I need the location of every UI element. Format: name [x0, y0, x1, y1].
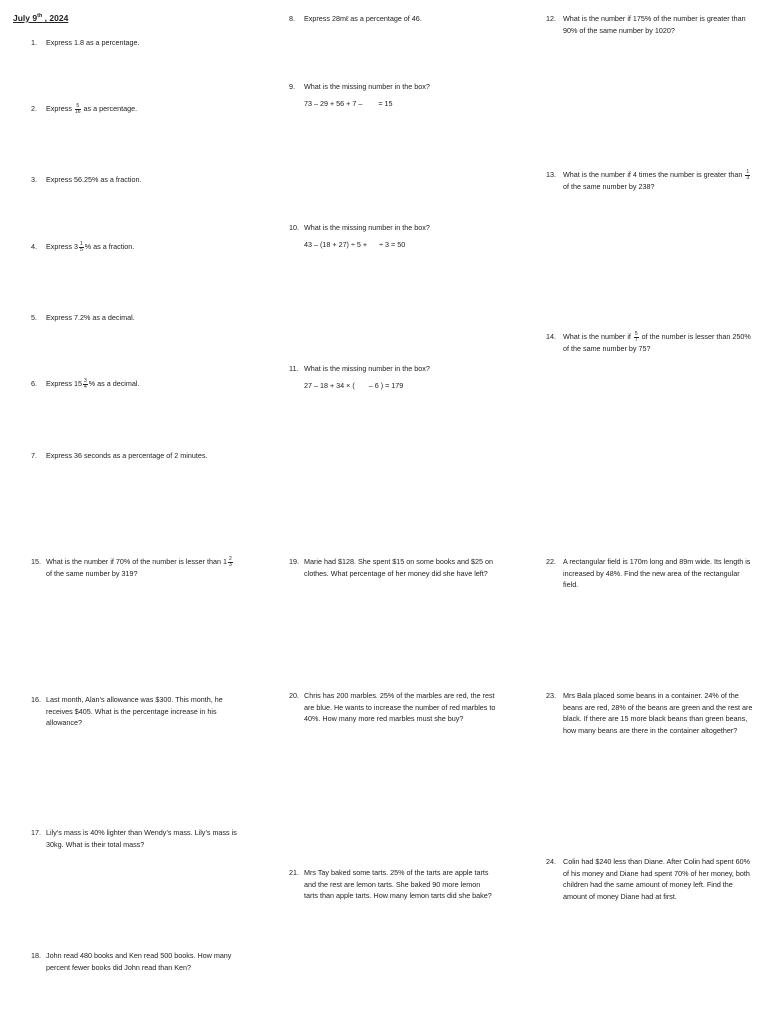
question-13: 13. What is the number if 4 times the number is greater than $\frac{1}{3}$ of the same number by 238?	[546, 168, 750, 191]
question-20: 20. Chris has 200 marbles. 25% of the marbles are red, the rest are blue. He wants to increase the number of red marbles to 40%. How many more red marbles must she buy?	[289, 691, 496, 723]
question-1: 1. Express 1.8 as a percentage.	[31, 38, 140, 47]
worksheet-date: July 9th , 2024	[13, 13, 69, 23]
question-16: 16. Last month, Alan’s allowance was $300. This month, he receives $405. What is the percentage increase in his allowance?	[31, 695, 223, 727]
question-19: 19. Marie had $128. She spent $15 on some books and $25 on clothes. What percentage of her money did she have left?	[289, 557, 494, 578]
question-12: 12. What is the number if 175% of the number is greater than 90% of the same number by 1020?	[546, 14, 746, 35]
question-2: 2. Express $\frac{5}{16}$ as a percentage.	[31, 102, 138, 115]
question-5: 5. Express 7.2% as a decimal.	[31, 313, 135, 322]
question-17: 17. Lily’s mass is 40% lighter than Wendy’s mass. Lily’s mass is 30kg. What is their total mass?	[31, 828, 237, 849]
question-3: 3. Express 56.25% as a fraction.	[31, 175, 142, 184]
question-10: 10. What is the missing number in the box? 43 – (18 + 27) ÷ 5 + ÷ 3 = 50	[289, 223, 430, 249]
question-14: 14. What is the number if $\frac{5}{7}$ of the number is lesser than 250% of the same number by 75?	[546, 330, 751, 353]
question-22: 22. A rectangular field is 170m long and 89m wide. Its length is increased by 48%. Find the new area of the rectangular field.	[546, 557, 751, 589]
question-9: 9. What is the missing number in the box? 73 – 29 + 56 + 7 – = 15	[289, 82, 430, 108]
question-21: 21. Mrs Tay baked some tarts. 25% of the tarts are apple tarts and the rest are lemon tarts. She baked 90 more lemon tarts than apple tarts. How many lemon tarts did she bake?	[289, 868, 492, 900]
question-8: 8. Express 28mℓ as a percentage of 46.	[289, 14, 422, 23]
question-11: 11. What is the missing number in the box? 27 – 18 + 34 × ( – 6 ) = 179	[289, 364, 430, 390]
question-23: 23. Mrs Bala placed some beans in a container. 24% of the beans are red, 28% of the beans are green and the rest are black. If there are 15 more black beans than green beans, how many beans are there in the container altogether?	[546, 691, 753, 735]
question-4: 4. Express 3 $\frac{1}{5}$ % as a fraction.	[31, 240, 135, 253]
question-18: 18. John read 480 books and Ken read 500 books. How many percent fewer books did John read than Ken?	[31, 951, 232, 972]
question-15: 15. What is the number if 70% of the number is lesser than 1 $\frac{2}{3}$ of the same number by 319?	[31, 555, 232, 578]
question-6: 6. Express 15 $\frac{3}{4}$ % as a decimal.	[31, 377, 140, 390]
question-7: 7. Express 36 seconds as a percentage of 2 minutes.	[31, 451, 208, 460]
question-24: 24. Colin had $240 less than Diane. After Colin had spent 60% of his money and Diane had spent 70% of her money, both children had the same amount of money left. Find the amount of money Diane had at first.	[546, 857, 750, 901]
